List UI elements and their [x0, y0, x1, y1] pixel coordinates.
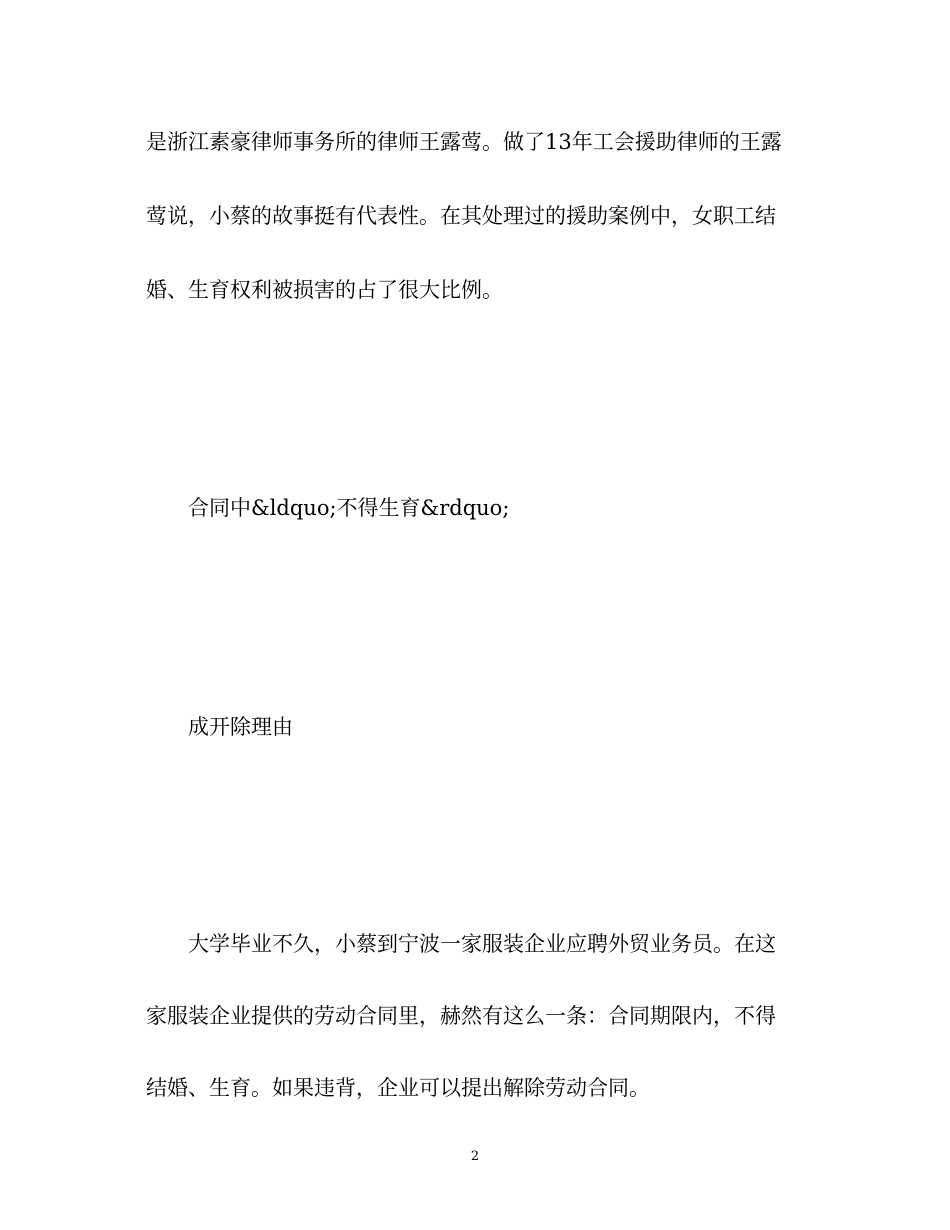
paragraph-1-line-3: 婚、生育权利被损害的占了很大比例。: [146, 278, 503, 302]
page-number: 2: [470, 1149, 480, 1164]
paragraph-1-line-1: 是浙江素豪律师事务所的律师王露莺。做了13年工会援助律师的王露: [146, 130, 782, 154]
paragraph-2-line-3: 结婚、生育。如果违背，企业可以提出解除劳动合同。: [146, 1076, 650, 1100]
paragraph-1-line-2: 莺说，小蔡的故事挺有代表性。在其处理过的援助案例中，女职工结: [146, 204, 776, 228]
paragraph-2-line-1: 大学毕业不久，小蔡到宁波一家服装企业应聘外贸业务员。在这: [188, 932, 776, 956]
section-heading-dismissal: 成开除理由: [188, 715, 293, 739]
section-heading-contract: 合同中&ldquo;不得生育&rdquo;: [188, 496, 510, 520]
paragraph-2-line-2: 家服装企业提供的劳动合同里，赫然有这么一条：合同期限内，不得: [146, 1004, 776, 1028]
